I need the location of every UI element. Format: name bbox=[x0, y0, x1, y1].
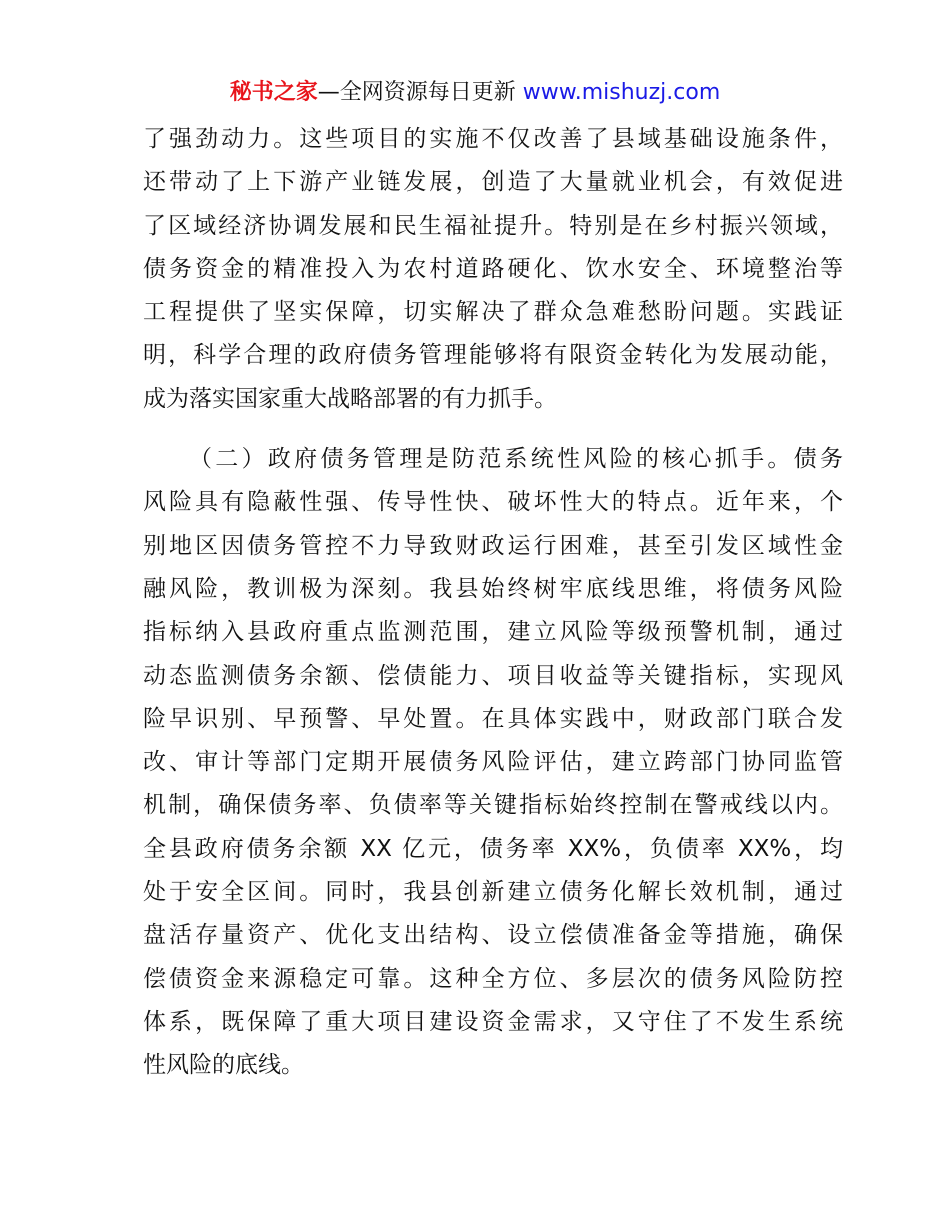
text-line: 指标纳入县政府重点监测范围，建立风险等级预警机制，通过 bbox=[143, 619, 843, 646]
text-line: （二）政府债务管理是防范系统性风险的核心抓手。债务 bbox=[189, 446, 843, 473]
header-brand: 秘书之家 bbox=[229, 80, 318, 105]
text-line: 工程提供了坚实保障，切实解决了群众急难愁盼问题。实践证 bbox=[143, 299, 843, 326]
body-text bbox=[143, 118, 843, 1088]
text-line: 了区域经济协调发展和民生福祉提升。特别是在乡村振兴领域， bbox=[143, 212, 843, 239]
text-line: 债务资金的精准投入为农村道路硬化、饮水安全、环境整治等 bbox=[143, 255, 843, 282]
text-line: 成为落实国家重大战略部署的有力抓手。 bbox=[143, 385, 557, 412]
text-line: 性风险的底线。 bbox=[143, 1052, 304, 1079]
paragraph-gap bbox=[143, 421, 843, 438]
text-line: 风险具有隐蔽性强、传导性快、破坏性大的特点。近年来，个 bbox=[143, 489, 843, 516]
text-line: 融风险，教训极为深刻。我县始终树牢底线思维，将债务风险 bbox=[143, 575, 843, 602]
text-line: 机制，确保债务率、负债率等关键指标始终控制在警戒线以内。 bbox=[143, 792, 843, 819]
text-line: 险早识别、早预警、早处置。在具体实践中，财政部门联合发 bbox=[143, 705, 843, 732]
header-slogan: —全网资源每日更新 bbox=[317, 80, 523, 105]
text-line: 全县政府债务余额 XX 亿元，债务率 XX%，负债率 XX%，均 bbox=[143, 835, 843, 862]
text-line: 处于安全区间。同时，我县创新建立债务化解长效机制，通过 bbox=[143, 879, 843, 906]
text-line: 明，科学合理的政府债务管理能够将有限资金转化为发展动能， bbox=[143, 342, 843, 369]
text-line: 动态监测债务余额、偿债能力、项目收益等关键指标，实现风 bbox=[143, 662, 843, 689]
text-line: 别地区因债务管控不力导致财政运行困难，甚至引发区域性金 bbox=[143, 532, 843, 559]
text-line: 改、审计等部门定期开展债务风险评估，建立跨部门协同监管 bbox=[143, 749, 843, 776]
header-site-link[interactable]: www.mishuzj.com bbox=[522, 80, 721, 105]
text-line: 还带动了上下游产业链发展，创造了大量就业机会，有效促进 bbox=[143, 169, 843, 196]
text-line: 盘活存量资产、优化支出结构、设立偿债准备金等措施，确保 bbox=[143, 922, 843, 949]
text-line: 体系，既保障了重大项目建设资金需求，又守住了不发生系统 bbox=[143, 1008, 843, 1035]
text-line: 偿债资金来源稳定可靠。这种全方位、多层次的债务风险防控 bbox=[143, 965, 843, 992]
text-line: 了强劲动力。这些项目的实施不仅改善了县域基础设施条件， bbox=[143, 126, 843, 152]
page-header bbox=[0, 78, 950, 108]
